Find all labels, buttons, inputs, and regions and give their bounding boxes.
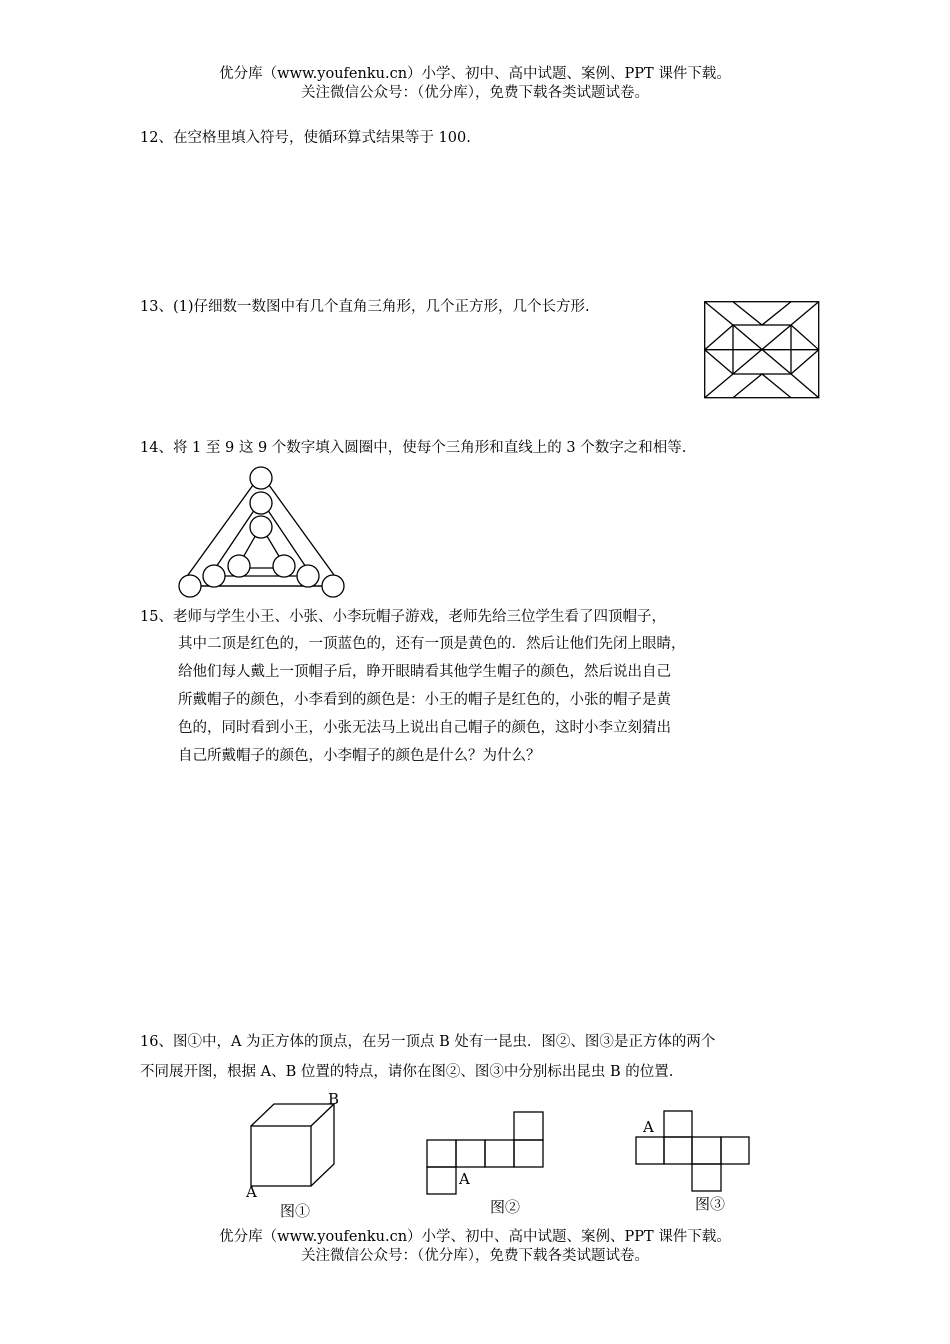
figure-3-label-a: A bbox=[643, 1118, 654, 1136]
question-15-line-5: 色的，同时看到小王，小张无法马上说出自己帽子的颜色，这时小李立刻猜出 bbox=[178, 720, 671, 736]
net3-square-1[interactable] bbox=[664, 1111, 692, 1137]
q13-rectangle-figure bbox=[704, 301, 820, 399]
net3-square-4[interactable] bbox=[692, 1137, 721, 1164]
circle-right-1[interactable] bbox=[322, 575, 344, 597]
figure-1-caption: 图① bbox=[280, 1202, 311, 1220]
circle-right-3[interactable] bbox=[273, 555, 295, 577]
net3-square-2[interactable] bbox=[636, 1137, 664, 1164]
circle-right-2[interactable] bbox=[297, 565, 319, 587]
figure-2-label-a: A bbox=[459, 1170, 470, 1188]
figure-2-caption: 图② bbox=[490, 1198, 521, 1216]
net3-square-3[interactable] bbox=[664, 1137, 692, 1164]
net2-square-4[interactable] bbox=[485, 1140, 514, 1167]
header-line-2: 关注微信公众号：（优分库），免费下载各类试题试卷。 bbox=[301, 85, 649, 101]
net2-square-3[interactable] bbox=[456, 1140, 485, 1167]
circle-left-1[interactable] bbox=[179, 575, 201, 597]
header-line-1: 优分库（www.youfenku.cn）小学、初中、高中试题、案例、PPT 课件下载。 bbox=[219, 66, 731, 82]
footer-line-2: 关注微信公众号：（优分库），免费下载各类试题试卷。 bbox=[301, 1248, 649, 1264]
net3-square-6[interactable] bbox=[692, 1164, 721, 1191]
question-12-text: 12、在空格里填入符号，使循环算式结果等于 100. bbox=[140, 130, 471, 146]
question-15-line-4: 所戴帽子的颜色，小李看到的颜色是：小王的帽子是红色的，小张的帽子是黄 bbox=[178, 692, 671, 708]
question-15-line-1: 15、老师与学生小王、小张、小李玩帽子游戏，老师先给三位学生看了四顶帽子， bbox=[140, 609, 666, 625]
net2-square-1[interactable] bbox=[514, 1112, 543, 1140]
figure-1-label-b: B bbox=[328, 1090, 340, 1108]
net2-square-2[interactable] bbox=[427, 1140, 456, 1167]
figure-2-cube-net bbox=[420, 1106, 550, 1196]
footer-line-1: 优分库（www.youfenku.cn）小学、初中、高中试题、案例、PPT 课件下载。 bbox=[219, 1229, 731, 1245]
question-16-line-1: 16、图①中，A 为正方体的顶点，在另一顶点 B 处有一昆虫．图②、图③是正方体的两个 bbox=[140, 1034, 716, 1050]
circle-top-1[interactable] bbox=[250, 467, 272, 489]
net2-square-5[interactable] bbox=[514, 1140, 543, 1167]
circle-top-3[interactable] bbox=[250, 516, 272, 538]
net3-square-5[interactable] bbox=[721, 1137, 749, 1164]
question-15-line-6: 自己所戴帽子的颜色，小李帽子的颜色是什么？为什么？ bbox=[178, 748, 541, 764]
circle-left-3[interactable] bbox=[228, 555, 250, 577]
question-15-line-2: 其中二顶是红色的，一顶蓝色的，还有一顶是黄色的．然后让他们先闭上眼睛， bbox=[178, 636, 686, 652]
circle-left-2[interactable] bbox=[203, 565, 225, 587]
question-15-line-3: 给他们每人戴上一顶帽子后，睁开眼睛看其他学生帽子的颜色，然后说出自己 bbox=[178, 664, 671, 680]
circle-top-2[interactable] bbox=[250, 492, 272, 514]
question-13-text: 13、(1)仔细数一数图中有几个直角三角形，几个正方形，几个长方形. bbox=[140, 299, 590, 315]
question-14-text: 14、将 1 至 9 这 9 个数字填入圆圈中，使每个三角形和直线上的 3 个数字之和相等. bbox=[140, 440, 687, 456]
figure-1-label-a: A bbox=[246, 1183, 257, 1201]
q14-triangle-circles-figure bbox=[176, 464, 348, 600]
question-16-line-2: 不同展开图，根据 A、B 位置的特点，请你在图②、图③中分别标出昆虫 B 的位置. bbox=[140, 1064, 674, 1080]
net2-square-6[interactable] bbox=[427, 1167, 456, 1194]
figure-3-caption: 图③ bbox=[695, 1195, 726, 1213]
